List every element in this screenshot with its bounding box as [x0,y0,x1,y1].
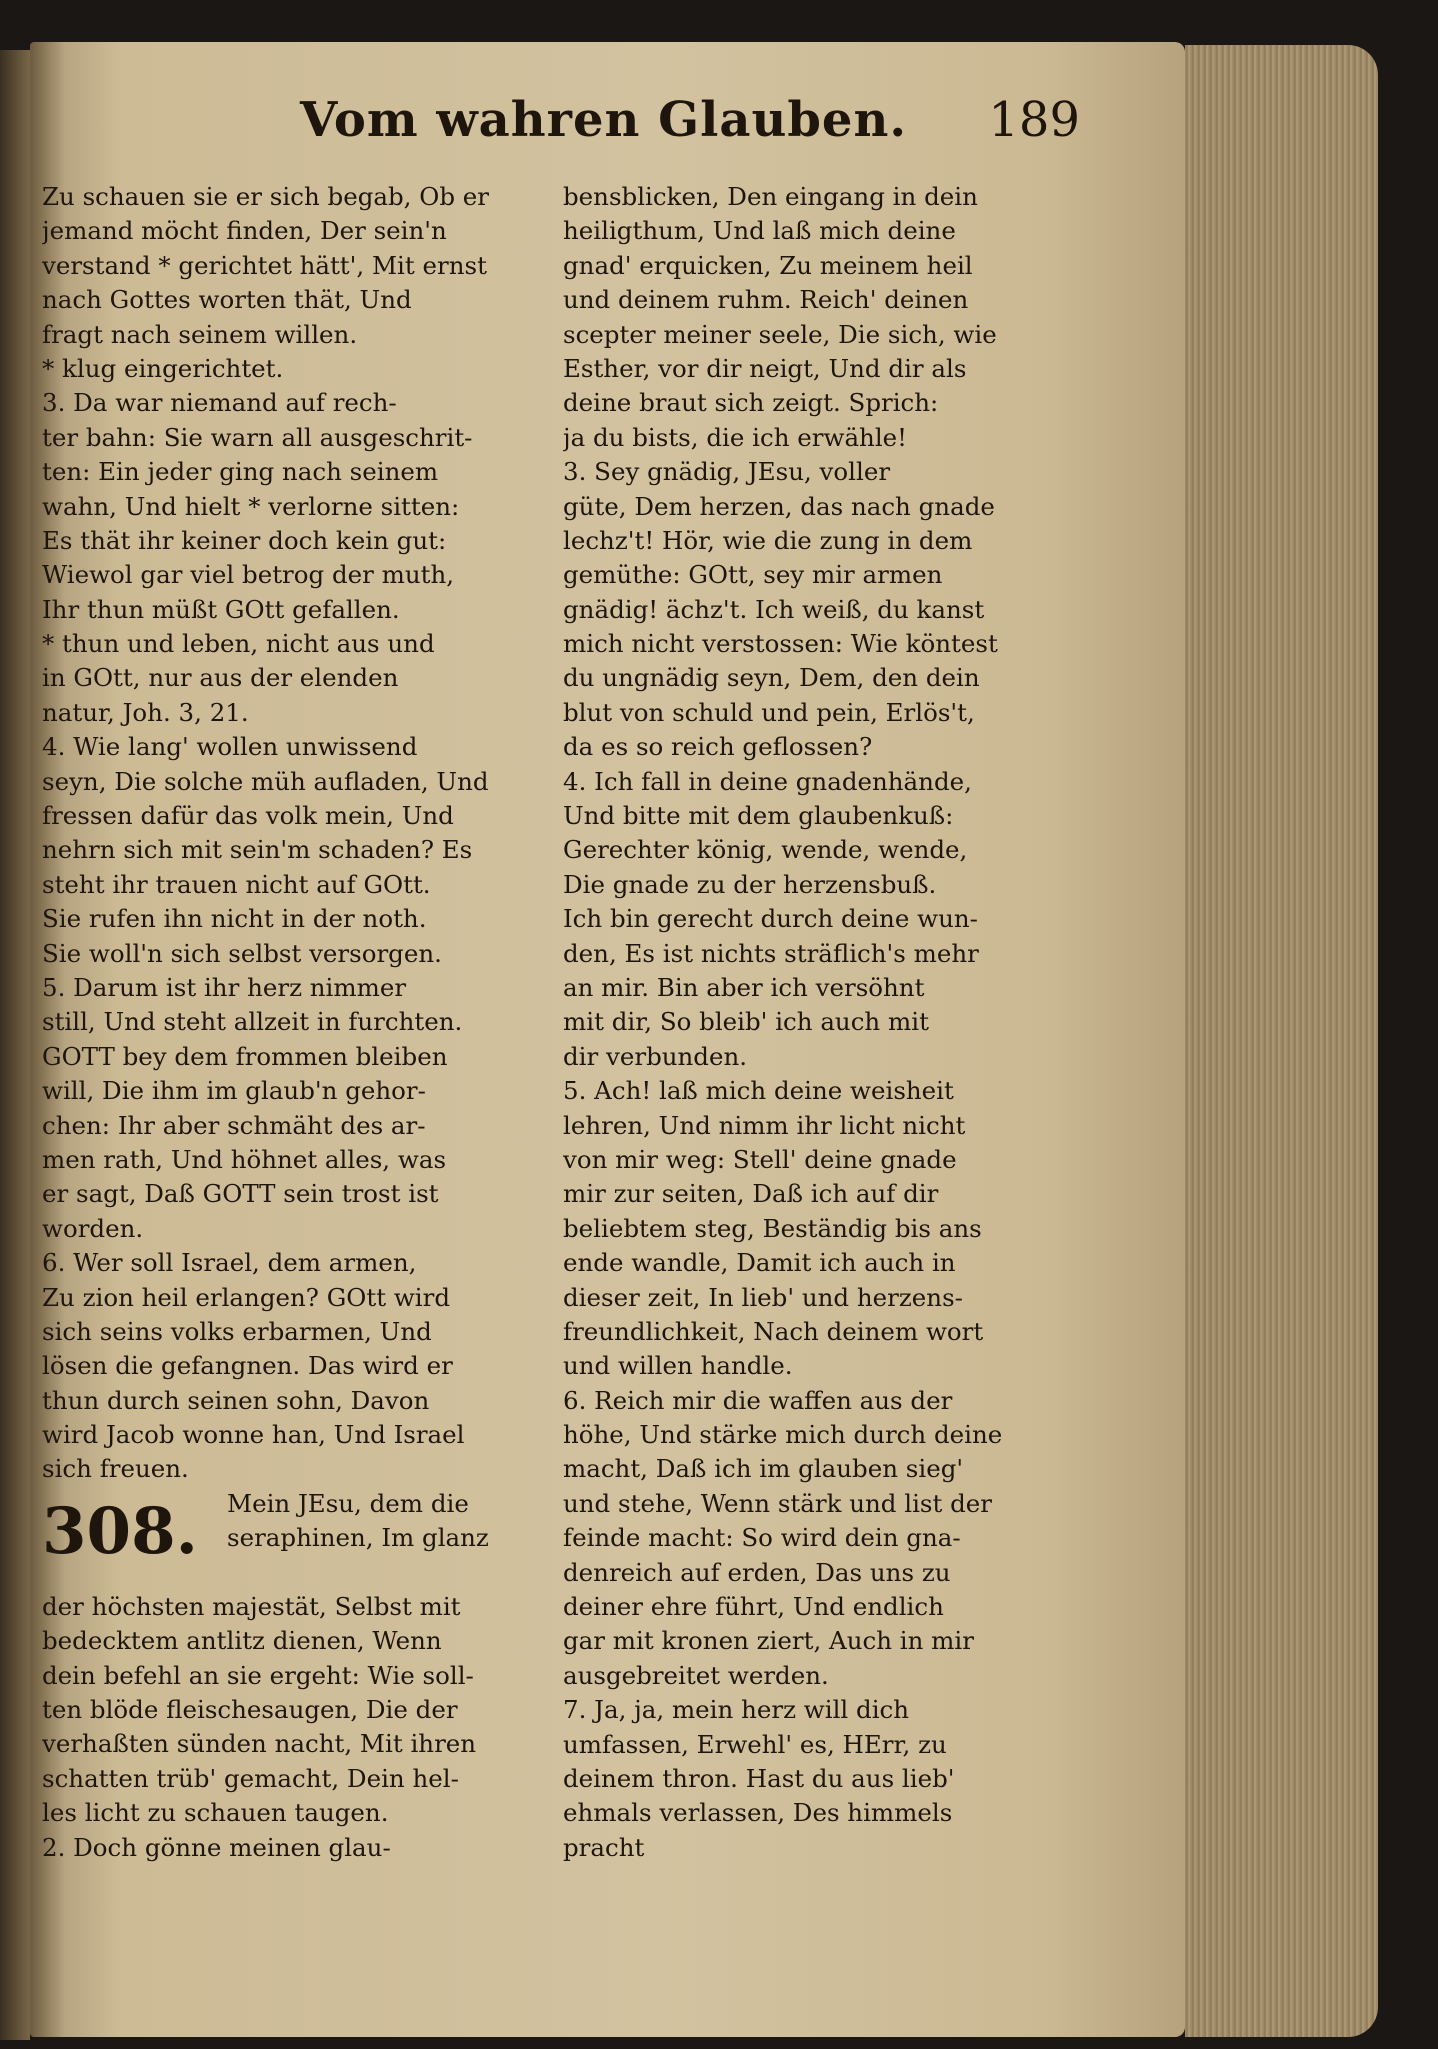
text-line: sich seins volks erbarmen, Und [42,1316,432,1346]
text-line: lehren, Und nimm ihr licht nicht [563,1110,966,1140]
text-line: ende wandle, Damit ich auch in [563,1248,956,1278]
left-column-text-continued [42,1590,552,1865]
text-line: macht, Daß ich im glauben sieg' [563,1454,964,1484]
text-line: lösen die gefangnen. Das wird er [42,1351,453,1381]
text-line: * klug eingerichtet. [42,353,284,383]
text-line: sich freuen. [42,1454,189,1484]
right-column-text [563,180,1083,1865]
hymn-initial-lines [227,1487,552,1556]
text-line: ten: Ein jeder ging nach seinem [42,457,439,487]
text-line: 6. Wer soll Israel, dem armen, [42,1248,417,1278]
text-line: freundlichkeit, Nach deinem wort [563,1316,984,1346]
text-line: denreich auf erden, Das uns zu [563,1557,951,1587]
text-line: von mir weg: Stell' deine gnade [563,1144,957,1174]
text-line: Ich bin gerecht durch deine wun- [563,904,978,934]
text-line: ter bahn: Sie warn all ausgeschrit- [42,422,473,452]
text-line: dein befehl an sie ergeht: Wie soll- [42,1660,474,1690]
page-number: 189 [988,92,1080,148]
text-line: ten blöde fleischesaugen, Die der [42,1695,458,1725]
text-line: heiligthum, Und laß mich deine [563,216,956,246]
text-line: seyn, Die solche müh aufladen, Und [42,766,489,796]
text-line: nach Gottes worten thät, Und [42,285,412,315]
text-line: in GOtt, nur aus der elenden [42,663,399,693]
text-line: fressen dafür das volk mein, Und [42,801,454,831]
text-line: Gerechter könig, wende, wende, [563,835,968,865]
text-line: Sie woll'n sich selbst versorgen. [42,938,442,968]
text-line: und willen handle. [563,1351,793,1381]
text-line: seraphinen, Im glanz [227,1523,489,1553]
text-line: feinde macht: So wird dein gna- [563,1523,961,1553]
text-line: gar mit kronen ziert, Auch in mir [563,1626,974,1656]
text-line: du ungnädig seyn, Dem, den dein [563,663,980,693]
text-line: Die gnade zu der herzensbuß. [563,869,937,899]
text-line: lechz't! Hör, wie die zung in dem [563,525,973,555]
page-header [260,92,1100,162]
text-line: gemüthe: GOtt, sey mir armen [563,560,943,590]
page-block-edges [1185,45,1378,2037]
text-line: worden. [42,1213,144,1243]
text-line: gnad' erquicken, Zu meinem heil [563,250,973,280]
text-line: steht ihr trauen nicht auf GOtt. [42,869,431,899]
text-line: bedecktem antlitz dienen, Wenn [42,1626,442,1656]
text-line: natur, Joh. 3, 21. [42,697,249,727]
text-line: schatten trüb' gemacht, Dein hel- [42,1763,459,1793]
text-line: jemand möcht finden, Der sein'n [42,216,447,246]
text-line: Mein JEsu, dem die [227,1488,469,1518]
text-line: deinem thron. Hast du aus lieb' [563,1763,955,1793]
text-line: verhaßten sünden nacht, Mit ihren [42,1729,477,1759]
text-line: mit dir, So bleib' ich auch mit [563,1007,929,1037]
text-line: still, Und steht allzeit in furchten. [42,1007,463,1037]
text-line: dir verbunden. [563,1041,748,1071]
text-line: ehmals verlassen, Des himmels [563,1798,953,1828]
right-column [563,180,1083,1865]
text-line: höhe, Und stärke mich durch deine [563,1420,1003,1450]
text-line: Zu zion heil erlangen? GOtt wird [42,1282,451,1312]
text-line: will, Die ihm im glaub'n gehor- [42,1076,426,1106]
text-line: GOTT bey dem frommen bleiben [42,1041,448,1071]
text-line: 7. Ja, ja, mein herz will dich [563,1695,910,1725]
text-line: Sie rufen ihn nicht in der noth. [42,904,427,934]
text-line: wahn, Und hielt * verlorne sitten: [42,491,460,521]
text-line: da es so reich geflossen? [563,732,873,762]
facing-page-edge [0,50,30,2040]
text-line: nehrn sich mit sein'm schaden? Es [42,835,473,865]
text-line: güte, Dem herzen, das nach gnade [563,491,995,521]
text-line: pracht [563,1832,645,1862]
text-line: 5. Ach! laß mich deine weisheit [563,1076,954,1106]
text-line: 6. Reich mir die waffen aus der [563,1385,953,1415]
text-line: ausgebreitet werden. [563,1660,829,1690]
text-line: 3. Da war niemand auf rech- [42,388,397,418]
text-line: umfassen, Erwehl' es, HErr, zu [563,1729,947,1759]
running-title: Vom wahren Glauben. [300,92,908,148]
text-line: ja du bists, die ich erwähle! [563,422,908,452]
left-column-text [42,180,552,1487]
text-line: deine braut sich zeigt. Sprich: [563,388,939,418]
text-line: und stehe, Wenn stärk und list der [563,1488,993,1518]
text-line: und deinem ruhm. Reich' deinen [563,285,969,315]
text-line: an mir. Bin aber ich versöhnt [563,972,925,1002]
left-column [42,180,552,1865]
text-line: chen: Ihr aber schmäht des ar- [42,1110,426,1140]
text-line: wird Jacob wonne han, Und Israel [42,1420,465,1450]
text-line: men rath, Und höhnet alles, was [42,1144,447,1174]
text-line: fragt nach seinem willen. [42,319,358,349]
text-line: Zu schauen sie er sich begab, Ob er [42,182,490,211]
text-line: thun durch seinen sohn, Davon [42,1385,430,1415]
text-line: der höchsten majestät, Selbst mit [42,1591,461,1621]
hymn-number: 308. [42,1493,198,1569]
text-line: verstand * gerichtet hätt', Mit ernst [42,250,487,280]
text-line: Es thät ihr keiner doch kein gut: [42,525,447,555]
text-line: les licht zu schauen taugen. [42,1798,389,1828]
hymn-heading [42,1487,552,1590]
text-line: Ihr thun müßt GOtt gefallen. [42,594,400,624]
text-line: Wiewol gar viel betrog der muth, [42,560,455,590]
text-line: * thun und leben, nicht aus und [42,629,435,659]
text-line: scepter meiner seele, Die sich, wie [563,319,997,349]
text-line: 4. Ich fall in deine gnadenhände, [563,766,972,796]
text-line: beliebtem steg, Beständig bis ans [563,1213,982,1243]
text-line: blut von schuld und pein, Erlös't, [563,697,975,727]
text-line: dieser zeit, In lieb' und herzens- [563,1282,963,1312]
text-line: er sagt, Daß GOTT sein trost ist [42,1179,439,1209]
text-line: 3. Sey gnädig, JEsu, voller [563,457,891,487]
text-line: Und bitte mit dem glaubenkuß: [563,801,954,831]
text-line: mir zur seiten, Daß ich auf dir [563,1179,939,1209]
text-line: 4. Wie lang' wollen unwissend [42,732,418,762]
text-line: 2. Doch gönne meinen glau- [42,1832,391,1862]
text-line: gnädig! ächz't. Ich weiß, du kanst [563,594,985,624]
text-line: 5. Darum ist ihr herz nimmer [42,972,407,1002]
text-line: bensblicken, Den eingang in dein [563,182,978,211]
text-line: Esther, vor dir neigt, Und dir als [563,353,967,383]
text-line: deiner ehre führt, Und endlich [563,1592,944,1622]
text-line: den, Es ist nichts sträflich's mehr [563,938,979,968]
text-line: mich nicht verstossen: Wie köntest [563,629,998,659]
